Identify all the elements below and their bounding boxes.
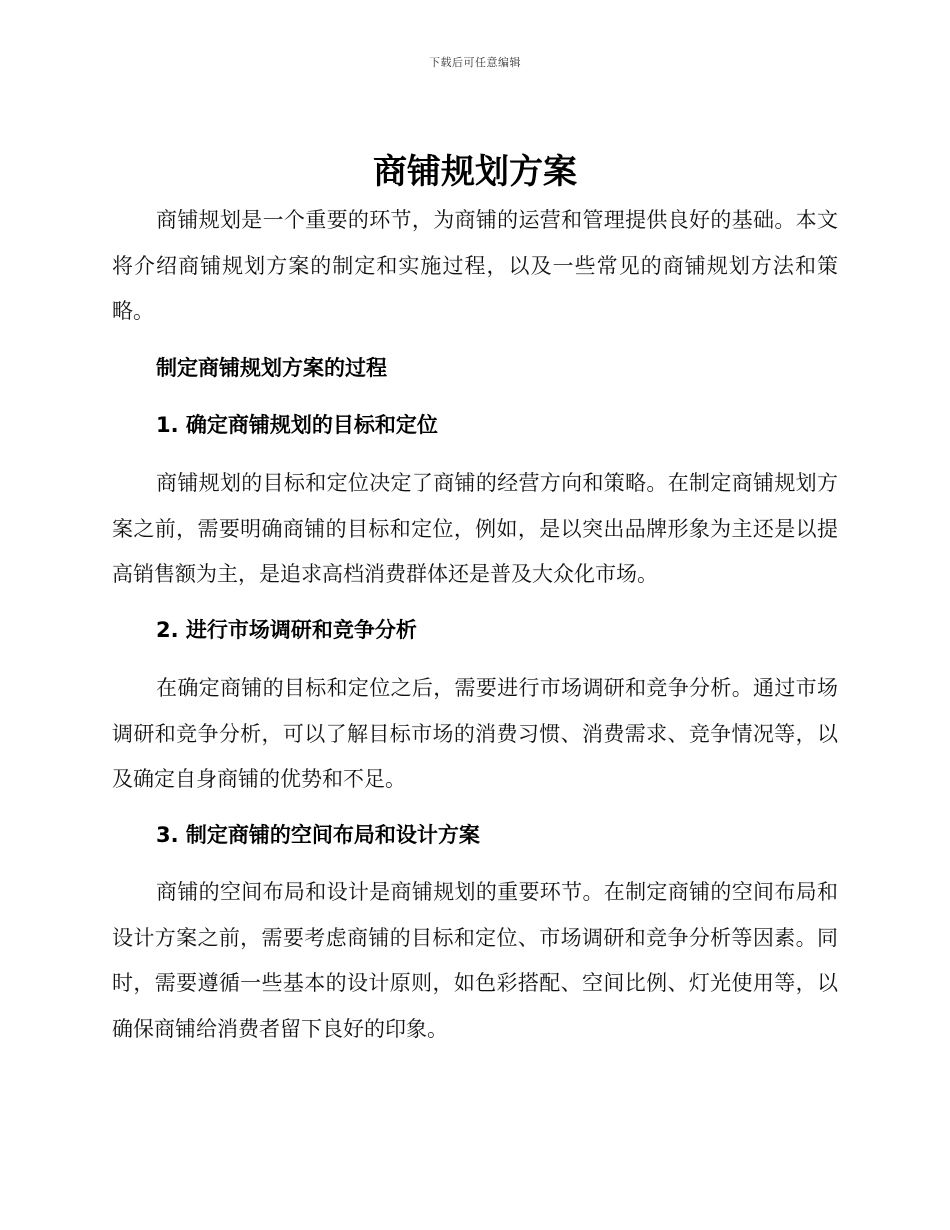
step-2-paragraph: 在确定商铺的目标和定位之后，需要进行市场调研和竞争分析。通过市场调研和竞争分析，可以了解目标市场的消费习惯、消费需求、竞争情况等，以及确定自身商铺的优势和不足。 — [112, 676, 838, 791]
intro-block — [112, 198, 838, 335]
step-2-block — [112, 666, 838, 803]
step-1-paragraph: 商铺规划的目标和定位决定了商铺的经营方向和策略。在制定商铺规划方案之前，需要明确商铺的目标和定位，例如，是以突出品牌形象为主还是以提高销售额为主，是追求高档消费群体还是普及大众化市场。 — [112, 471, 838, 586]
step-3-heading: 3. 制定商铺的空间布局和设计方案 — [156, 823, 480, 847]
step-2-heading: 2. 进行市场调研和竞争分析 — [156, 618, 417, 642]
step-3-paragraph: 商铺的空间布局和设计是商铺规划的重要环节。在制定商铺的空间布局和设计方案之前，需要考虑商铺的目标和定位、市场调研和竞争分析等因素。同时，需要遵循一些基本的设计原则，如色彩搭配、空间比例、灯光使用等，以确保商铺给消费者留下良好的印象。 — [112, 880, 838, 1041]
step-1-block — [112, 461, 838, 598]
step-3-block — [112, 870, 838, 1052]
step-1-heading: 1. 确定商铺规划的目标和定位 — [156, 413, 438, 437]
document-title: 商铺规划方案 — [373, 152, 577, 192]
intro-paragraph: 商铺规划是一个重要的环节，为商铺的运营和管理提供良好的基础。本文将介绍商铺规划方案的制定和实施过程，以及一些常见的商铺规划方法和策略。 — [112, 208, 838, 323]
page-header: 下载后可任意编辑 — [429, 56, 521, 69]
section-heading: 制定商铺规划方案的过程 — [156, 356, 387, 380]
